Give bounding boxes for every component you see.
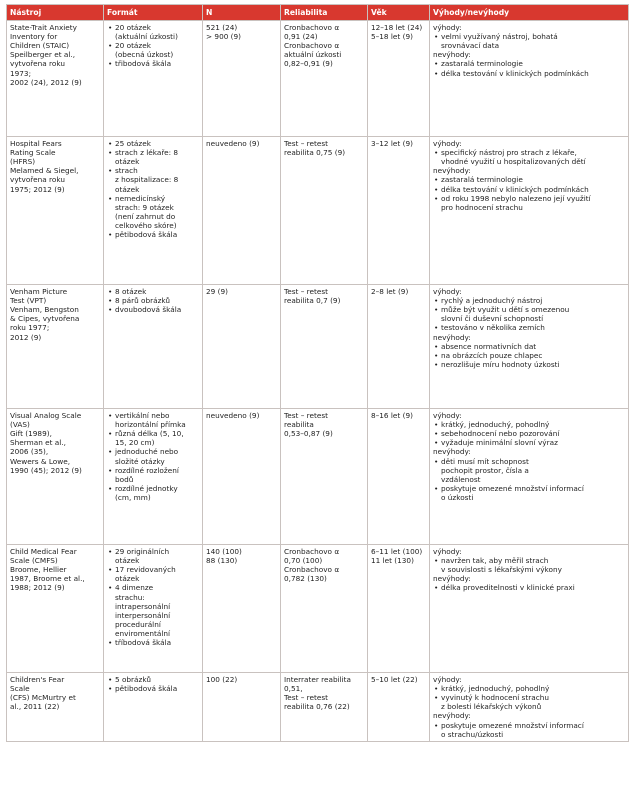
tool-cell-line: 1973;: [10, 68, 32, 78]
format-list-item: • tříbodová škála: [107, 638, 199, 647]
format-list-item: • 20 otázek: [107, 23, 199, 32]
reliability-cell-line: 0,70 (100): [284, 556, 323, 566]
format-list-item: 15, 20 cm): [115, 438, 155, 448]
pros-list-item: • vyvinutý k hodnocení strachu: [433, 693, 625, 702]
tool-cell-line: Test (VPT): [10, 296, 47, 306]
pros-list-item: • může být využit u dětí s omezenou: [433, 305, 625, 314]
tool-cell-line: al., 2011 (22): [10, 702, 60, 712]
format-list: [107, 411, 199, 502]
cons-list: [433, 342, 625, 369]
pros-list-item: • velmi využívaný nástroj, bohatá: [433, 32, 625, 41]
tool-cell-line: Venham Picture: [10, 287, 68, 297]
cons-list: [433, 721, 625, 739]
pros-cons-cell: [430, 137, 629, 285]
n-cell-line: 140 (100): [206, 547, 242, 557]
format-list-item: interpersonální: [115, 610, 171, 620]
table-row: [7, 673, 629, 742]
n-cell-line: 29 (9): [206, 287, 228, 297]
age-cell-line: 5–18 let (9): [371, 32, 413, 42]
format-list-item: • rozdílné rozložení: [107, 466, 199, 475]
reliability-cell-line: Test – retest: [284, 693, 328, 703]
reliability-cell-line: Cronbachovo α: [284, 23, 340, 33]
cons-list-item: • délka proveditelnosti v klinické praxi: [433, 583, 625, 592]
tool-cell-line: (HFRS): [10, 157, 36, 167]
tool-cell-line: (CFS) McMurtry et: [10, 693, 76, 703]
reliability-cell-line: reabilita 0,7 (9): [284, 296, 341, 306]
reliability-cell: [281, 137, 368, 285]
format-list-item: (není zahrnut do: [115, 211, 176, 221]
n-cell-line: 100 (22): [206, 675, 238, 685]
header-pros-cons: Výhody/nevýhody: [430, 5, 629, 21]
format-list-item: • 8 párů obrázků: [107, 296, 199, 305]
reliability-cell: [281, 21, 368, 137]
reliability-cell-line: 0,82–0,91 (9): [284, 59, 333, 69]
cons-list-item: • nerozlišuje míru hodnoty úzkosti: [433, 360, 625, 369]
pros-list-item: v souvislosti s lékařskými výkony: [441, 565, 562, 575]
pros-label: výhody:: [433, 23, 462, 33]
tool-cell-line: Child Medical Fear: [10, 547, 77, 557]
tool-cell-line: Rating Scale: [10, 148, 56, 158]
pros-list-item: • specifický nástroj pro strach z lékaře,: [433, 148, 625, 157]
cons-list-item: • poskytuje omezené množství informací: [433, 721, 625, 730]
pros-cons-cell: [430, 285, 629, 409]
instrument-table: [6, 4, 629, 742]
tool-cell: [7, 137, 104, 285]
reliability-cell-line: Cronbachovo α: [284, 565, 340, 575]
age-cell: [368, 21, 430, 137]
tool-cell-line: 2006 (35),: [10, 447, 49, 457]
cons-list-item: • délka testování v klinických podmínkách: [433, 69, 625, 78]
pros-list-item: • navržen tak, aby měřil strach: [433, 556, 625, 565]
format-list-item: • jednoduché nebo: [107, 447, 199, 456]
tool-cell: [7, 21, 104, 137]
header-row: [7, 5, 629, 21]
format-list-item: bodů: [115, 474, 134, 484]
age-cell: [368, 545, 430, 673]
table-row: [7, 409, 629, 545]
pros-list: [433, 684, 625, 711]
format-list-item: • 29 originálních: [107, 547, 199, 556]
pros-label: výhody:: [433, 675, 462, 685]
header-reliability: Reliabilita: [281, 5, 368, 21]
cons-list-item: • absence normativních dat: [433, 342, 625, 351]
pros-list-item: srovnávací data: [441, 41, 500, 51]
format-list-item: • pětibodová škála: [107, 684, 199, 693]
table-row: [7, 21, 629, 137]
n-cell-line: 88 (130): [206, 556, 238, 566]
format-cell: [104, 673, 203, 742]
format-list-item: • pětibodová škála: [107, 230, 199, 239]
cons-label: nevýhody:: [433, 574, 471, 584]
tool-cell-line: Broome, Hellier: [10, 565, 67, 575]
format-list-item: • třibodová škála: [107, 59, 199, 68]
age-cell-line: 8–16 let (9): [371, 411, 413, 421]
reliability-cell-line: Test – retest: [284, 139, 328, 149]
reliability-cell-line: 0,51,: [284, 684, 303, 694]
cons-list-item: • na obrázcích pouze chlapec: [433, 351, 625, 360]
tool-cell-line: Scale: [10, 684, 30, 694]
format-list-item: (cm, mm): [115, 492, 151, 502]
n-cell-line: neuvedeno (9): [206, 139, 260, 149]
format-list-item: • rozdílné jednotky: [107, 484, 199, 493]
reliability-cell-line: Cronbachovo α: [284, 41, 340, 51]
format-list-item: • strach: [107, 166, 199, 175]
format-list-item: • 5 obrázků: [107, 675, 199, 684]
tool-cell-line: Scale (CMFS): [10, 556, 58, 566]
pros-label: výhody:: [433, 547, 462, 557]
format-list-item: složité otázky: [115, 456, 165, 466]
pros-list: [433, 148, 625, 166]
format-list-item: (aktuální úzkosti): [115, 32, 178, 42]
cons-list: [433, 59, 625, 77]
reliability-cell-line: 0,53–0,87 (9): [284, 429, 333, 439]
format-list-item: z hospitalizace: 8: [115, 175, 179, 185]
tool-cell-line: Visual Analog Scale: [10, 411, 82, 421]
pros-cons-cell: [430, 673, 629, 742]
pros-cons-cell: [430, 21, 629, 137]
pros-list-item: • krátký, jednoduchý, pohodlný: [433, 684, 625, 693]
reliability-cell: [281, 409, 368, 545]
cons-list: [433, 175, 625, 211]
tool-cell-line: Inventory for: [10, 32, 58, 42]
tool-cell-line: Sherman et al.,: [10, 438, 66, 448]
n-cell: [203, 673, 281, 742]
format-list: [107, 547, 199, 647]
reliability-cell: [281, 285, 368, 409]
format-list-item: strach: 9 otázek: [115, 202, 174, 212]
format-list-item: otázek: [115, 184, 140, 194]
tool-cell-line: 1975; 2012 (9): [10, 184, 65, 194]
reliability-cell-line: Test – retest: [284, 287, 328, 297]
format-list-item: otázek: [115, 556, 140, 566]
cons-list-item: o strachu/úzkosti: [441, 729, 504, 739]
reliability-cell-line: Interrater reabilita: [284, 675, 351, 685]
format-list-item: otázek: [115, 574, 140, 584]
format-list-item: • 8 otázek: [107, 287, 199, 296]
pros-label: výhody:: [433, 287, 462, 297]
pros-label: výhody:: [433, 139, 462, 149]
n-cell: [203, 409, 281, 545]
age-cell-line: 11 let (130): [371, 556, 414, 566]
format-cell: [104, 21, 203, 137]
age-cell: [368, 409, 430, 545]
n-cell: [203, 21, 281, 137]
format-list-item: celkového skóre): [115, 220, 177, 230]
cons-label: nevýhody:: [433, 447, 471, 457]
format-list-item: horizontální přímka: [115, 420, 186, 430]
tool-cell: [7, 545, 104, 673]
tool-cell-line: Children (STAIC): [10, 41, 70, 51]
format-list-item: • dvoubodová škála: [107, 305, 199, 314]
age-cell: [368, 673, 430, 742]
format-cell: [104, 285, 203, 409]
pros-list-item: vhodné využití u hospitalizovaných dětí: [441, 157, 586, 167]
cons-label: nevýhody:: [433, 50, 471, 60]
age-cell: [368, 137, 430, 285]
cons-list-item: • poskytuje omezené množství informací: [433, 484, 625, 493]
n-cell: [203, 137, 281, 285]
tool-cell-line: Hospital Fears: [10, 139, 62, 149]
format-list-item: strachu:: [115, 592, 145, 602]
tool-cell-line: Speilberger et al.,: [10, 50, 76, 60]
cons-label: nevýhody:: [433, 166, 471, 176]
table-row: [7, 137, 629, 285]
reliability-cell-line: 0,782 (130): [284, 574, 327, 584]
age-cell-line: 5–10 let (22): [371, 675, 418, 685]
pros-list-item: z bolesti lékařských výkonů: [441, 702, 542, 712]
format-cell: [104, 545, 203, 673]
pros-list: [433, 420, 625, 447]
pros-list-item: • rychlý a jednoduchý nástroj: [433, 296, 625, 305]
format-list: [107, 287, 199, 314]
table-row: [7, 545, 629, 673]
table-container: [6, 4, 628, 742]
tool-cell-line: State-Trait Anxiety: [10, 23, 77, 33]
reliability-cell-line: Test – retest: [284, 411, 328, 421]
tool-cell-line: Children's Fear: [10, 675, 65, 685]
format-list-item: • 25 otázek: [107, 139, 199, 148]
cons-list-item: • od roku 1998 nebylo nalezeno její využití: [433, 194, 625, 203]
format-list-item: otázek: [115, 157, 140, 167]
reliability-cell: [281, 673, 368, 742]
header-n: N: [203, 5, 281, 21]
n-cell-line: 521 (24): [206, 23, 238, 33]
pros-list-item: slovní či duševní schopností: [441, 314, 544, 324]
cons-list-item: vzdálenost: [441, 474, 481, 484]
tool-cell-line: 1990 (45); 2012 (9): [10, 465, 82, 475]
tool-cell-line: Venham, Bengston: [10, 305, 79, 315]
pros-list-item: • sebehodnocení nebo pozorování: [433, 429, 625, 438]
cons-list: [433, 583, 625, 592]
pros-list-item: • krátký, jednoduchý, pohodlný: [433, 420, 625, 429]
format-cell: [104, 409, 203, 545]
cons-list-item: pro hodnocení strachu: [441, 202, 523, 212]
format-list-item: • 20 otázek: [107, 41, 199, 50]
format-list: [107, 23, 199, 68]
cons-list: [433, 457, 625, 502]
tool-cell-line: 2002 (24), 2012 (9): [10, 77, 82, 87]
cons-list-item: pochopit prostor, čísla a: [441, 465, 529, 475]
tool-cell-line: Wewers & Lowe,: [10, 456, 71, 466]
format-cell: [104, 137, 203, 285]
reliability-cell-line: reabilita 0,75 (9): [284, 148, 346, 158]
reliability-cell-line: aktuální úzkosti: [284, 50, 342, 60]
tool-cell-line: & Cipes, vytvořena: [10, 314, 80, 324]
format-list-item: (obecná úzkost): [115, 50, 174, 60]
header-format: Formát: [104, 5, 203, 21]
age-cell-line: 12–18 let (24): [371, 23, 423, 33]
format-list-item: • různá délka (5, 10,: [107, 429, 199, 438]
pros-list-item: • vyžaduje minimální slovní výraz: [433, 438, 625, 447]
format-list-item: • vertikální nebo: [107, 411, 199, 420]
n-cell: [203, 285, 281, 409]
cons-label: nevýhody:: [433, 711, 471, 721]
format-list-item: • strach z lékaře: 8: [107, 148, 199, 157]
age-cell-line: 3–12 let (9): [371, 139, 413, 149]
table-body: [7, 21, 629, 742]
reliability-cell: [281, 545, 368, 673]
tool-cell-line: roku 1977;: [10, 323, 50, 333]
age-cell-line: 6–11 let (100): [371, 547, 423, 557]
table-row: [7, 285, 629, 409]
tool-cell-line: vytvořena roku: [10, 59, 65, 69]
tool-cell-line: 1987, Broome et al.,: [10, 574, 85, 584]
format-list: [107, 675, 199, 693]
pros-list: [433, 32, 625, 50]
cons-list-item: • zastaralá terminologie: [433, 59, 625, 68]
format-list-item: • nemedicínský: [107, 194, 199, 203]
tool-cell: [7, 673, 104, 742]
tool-cell: [7, 409, 104, 545]
cons-label: nevýhody:: [433, 332, 471, 342]
pros-list: [433, 296, 625, 332]
tool-cell-line: Gift (1989),: [10, 429, 52, 439]
format-list-item: • 17 revidovaných: [107, 565, 199, 574]
pros-cons-cell: [430, 409, 629, 545]
n-cell-line: > 900 (9): [206, 32, 242, 42]
header-age: Věk: [368, 5, 430, 21]
tool-cell-line: (VAS): [10, 420, 30, 430]
pros-list: [433, 556, 625, 574]
cons-list-item: • děti musí mít schopnost: [433, 457, 625, 466]
n-cell-line: neuvedeno (9): [206, 411, 260, 421]
tool-cell-line: 2012 (9): [10, 332, 42, 342]
format-list-item: procedurální: [115, 619, 161, 629]
tool-cell-line: vytvořena roku: [10, 175, 65, 185]
pros-label: výhody:: [433, 411, 462, 421]
format-list-item: intrapersonální: [115, 601, 171, 611]
reliability-cell-line: 0,91 (24): [284, 32, 318, 42]
cons-list-item: o úzkosti: [441, 492, 474, 502]
cons-list-item: • délka testování v klinických podmínkách: [433, 185, 625, 194]
age-cell-line: 2–8 let (9): [371, 287, 409, 297]
format-list-item: • 4 dimenze: [107, 583, 199, 592]
tool-cell: [7, 285, 104, 409]
pros-cons-cell: [430, 545, 629, 673]
tool-cell-line: 1988; 2012 (9): [10, 583, 65, 593]
reliability-cell-line: reabilita 0,76 (22): [284, 702, 350, 712]
header-tool: Nástroj: [7, 5, 104, 21]
reliability-cell-line: reabilita: [284, 420, 314, 430]
age-cell: [368, 285, 430, 409]
tool-cell-line: Melamed & Siegel,: [10, 166, 79, 176]
format-list: [107, 139, 199, 239]
reliability-cell-line: Cronbachovo α: [284, 547, 340, 557]
cons-list-item: • zastaralá terminologie: [433, 175, 625, 184]
format-list-item: enviromentální: [115, 628, 170, 638]
n-cell: [203, 545, 281, 673]
pros-list-item: • testováno v několika zemích: [433, 323, 625, 332]
